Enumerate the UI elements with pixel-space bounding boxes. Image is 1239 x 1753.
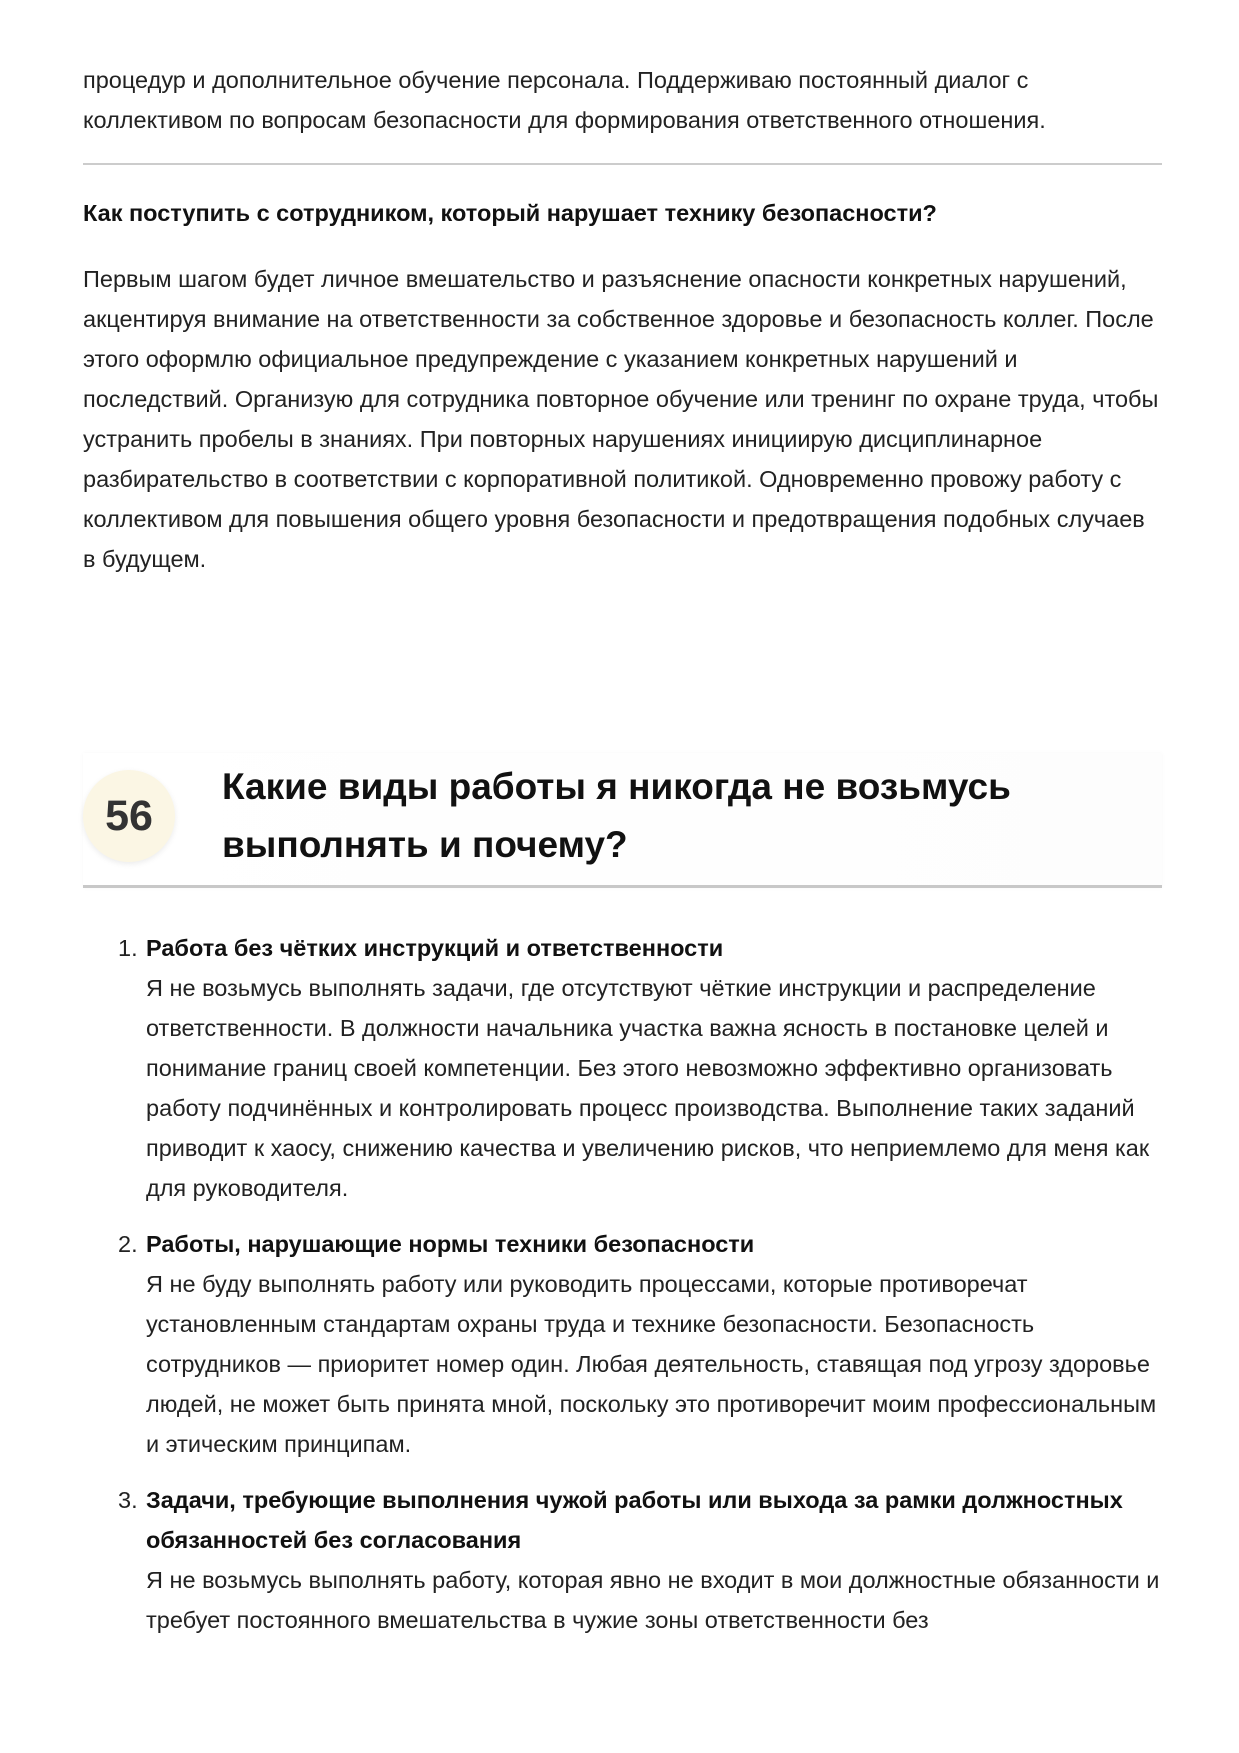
list-item	[83, 1480, 1162, 1640]
list-item-text: Я не возьмусь выполнять задачи, где отсутствуют чёткие инструкции и распределение ответственности. В должности начальника участка важна ясность в постановке целей и понимание границ своей компетенции. Без этого невозможно эффективно организовать работу подчинённых и контролировать процесс производства. Выполнение таких заданий приводит к хаосу, снижению качества и увеличению рисков, что неприемлемо для меня как для руководителя.	[146, 975, 1150, 1201]
list-item-number: 3.	[118, 1487, 138, 1513]
qa-answer: Первым шагом будет личное вмешательство и разъяснение опасности конкретных нарушений, акцентируя внимание на ответственности за собственное здоровье и безопасность коллег. После этого оформлю официальное предупреждение с указанием конкретных нарушений и последствий. Организую для сотрудника повторное обучение или тренинг по охране труда, чтобы устранить пробелы в знаниях. При повторных нарушениях инициирую дисциплинарное разбирательство в соответствии с корпоративной политикой. Одновременно провожу работу с коллективом для повышения общего уровня безопасности и предотвращения подобных случаев в будущем.	[83, 266, 1159, 572]
intro-paragraph: процедур и дополнительное обучение персонала. Поддерживаю постоянный диалог с коллективом по вопросам безопасности для формирования ответственного отношения.	[83, 67, 1046, 133]
list-item-number: 1.	[118, 935, 138, 961]
list-item	[83, 1224, 1162, 1464]
list-item	[83, 928, 1162, 1208]
section-number-badge: 56	[83, 770, 175, 862]
list-item-text: Я не буду выполнять работу или руководить процессами, которые противоречат установленным стандартам охраны труда и технике безопасности. Безопасность сотрудников — приоритет номер один. Любая деятельность, ставящая под угрозу здоровье людей, не может быть принята мной, поскольку это противоречит моим профессиональным и этическим принципам.	[146, 1271, 1157, 1457]
list-item-title: Задачи, требующие выполнения чужой работы или выхода за рамки должностных обязанностей без согласования	[146, 1487, 1123, 1553]
section-header	[83, 753, 1162, 888]
list-item-text: Я не возьмусь выполнять работу, которая явно не входит в мои должностные обязанности и требует постоянного вмешательства в чужие зоны ответственности без	[146, 1567, 1160, 1633]
list-item-title: Работа без чётких инструкций и ответственности	[146, 935, 724, 961]
list-item-title: Работы, нарушающие нормы техники безопасности	[146, 1231, 755, 1257]
section-title: Какие виды работы я никогда не возьмусь выполнять и почему?	[222, 766, 1011, 865]
qa-question: Как поступить с сотрудником, который нарушает технику безопасности?	[83, 200, 937, 226]
section-divider	[83, 163, 1162, 165]
reasons-list	[83, 928, 1162, 1656]
list-item-number: 2.	[118, 1231, 138, 1257]
